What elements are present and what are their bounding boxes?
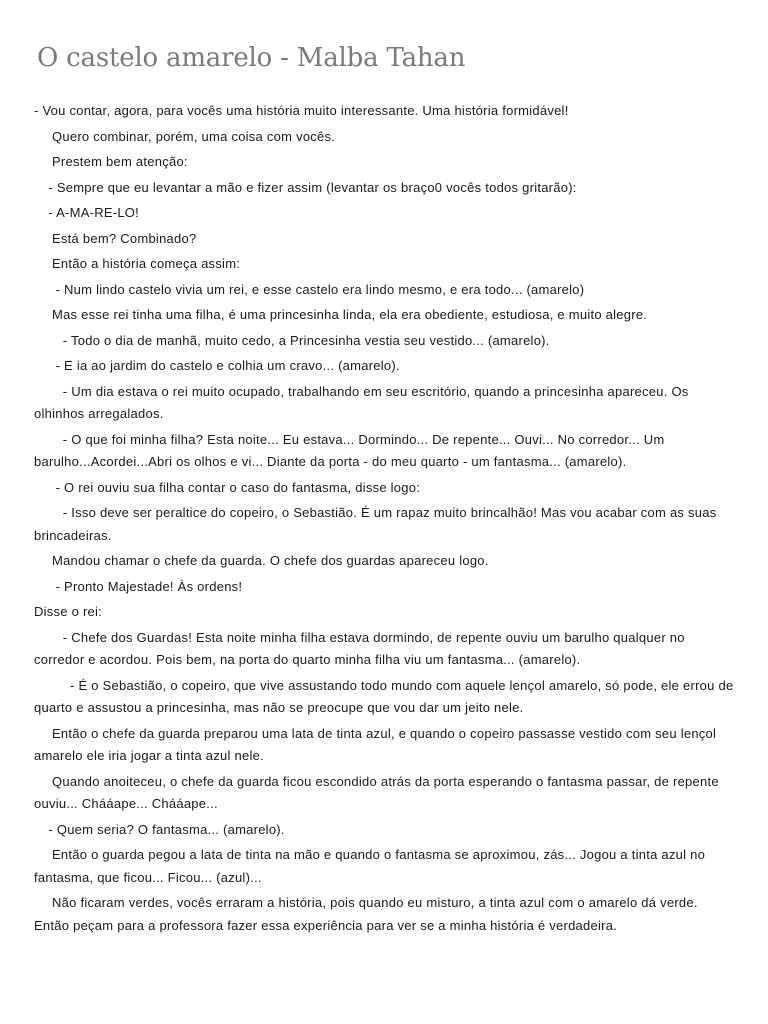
document-title: O castelo amarelo - Malba Tahan [37, 43, 466, 73]
story-paragraph: Não ficaram verdes, vocês erraram a história, pois quando eu misturo, a tinta azul com o amarelo dá verde. Então peçam para a professora fazer essa experiência para ver se a minha história é verdadeira. [34, 895, 698, 933]
story-body [34, 100, 734, 940]
story-paragraph: Disse o rei: [34, 604, 103, 619]
story-paragraph: - Um dia estava o rei muito ocupado, trabalhando em seu escritório, quando a princesinha apareceu. Os olhinhos arregalados. [34, 383, 689, 421]
story-paragraph: Está bem? Combinado? [52, 230, 197, 246]
story-paragraph: - É o Sebastião, o copeiro, que vive assustando todo mundo com aquele lençol amarelo, só pode, ele errou de quarto e assustou a princesinha, mas não se preocupe que vou dar um jeito nele. [34, 677, 734, 715]
story-paragraph: Então o chefe da guarda preparou uma lata de tinta azul, e quando o copeiro passasse vestido com seu lençol amarelo ele iria jogar a tinta azul nele. [34, 725, 717, 763]
story-paragraph: - Chefe dos Guardas! Esta noite minha filha estava dormindo, de repente ouviu um barulho qualquer no corredor e acordou. Pois bem, na porta do quarto minha filha viu um fantasma... (amarelo). [34, 629, 685, 667]
story-paragraph: Então a história começa assim: [52, 256, 241, 271]
story-paragraph: - A-MA-RE-LO! [48, 205, 140, 220]
story-paragraph: Então o guarda pegou a lata de tinta na mão e quando o fantasma se aproximou, zás... Jogou a tinta azul no fantasma, que ficou... Ficou... (azul)... [34, 847, 706, 885]
story-paragraph: Mandou chamar o chefe da guarda. O chefe dos guardas apareceu logo. [52, 553, 489, 568]
story-paragraph: - Pronto Majestade! Às ordens! [55, 578, 243, 594]
story-paragraph: Quando anoiteceu, o chefe da guarda ficou escondido atrás da porta esperando o fantasma passar, de repente ouviu... Chááape... Chááape... [34, 773, 719, 811]
story-paragraph: - Vou contar, agora, para vocês uma história muito interessante. Uma história formidável! [34, 103, 569, 118]
story-paragraph: - Quem seria? O fantasma... (amarelo). [48, 821, 285, 837]
story-paragraph: - O que foi minha filha? Esta noite... Eu estava... Dormindo... De repente... Ouvi... No corredor... Um barulho...Acordei...Abri os olhos e vi... Diante da porta - do meu quarto - um fantasma... (amarelo). [34, 431, 665, 469]
story-paragraph: - Sempre que eu levantar a mão e fizer assim (levantar os braço0 vocês todos gritarão): [48, 179, 577, 195]
story-paragraph: - O rei ouviu sua filha contar o caso do fantasma, disse logo: [55, 479, 421, 495]
story-paragraph: - Todo o dia de manhã, muito cedo, a Princesinha vestia seu vestido... (amarelo). [62, 332, 550, 348]
story-paragraph: Mas esse rei tinha uma filha, é uma princesinha linda, ela era obediente, estudiosa, e muito alegre. [52, 307, 648, 322]
story-paragraph: - Isso deve ser peraltice do copeiro, o Sebastião. É um rapaz muito brincalhão! Mas vou acabar com as suas brincadeiras. [34, 505, 717, 543]
story-paragraph: Quero combinar, porém, uma coisa com vocês. [52, 128, 336, 144]
story-paragraph: - E ia ao jardim do castelo e colhia um cravo... (amarelo). [55, 358, 400, 373]
story-paragraph: Prestem bem atenção: [52, 154, 188, 169]
story-paragraph: - Num lindo castelo vivia um rei, e esse castelo era lindo mesmo, e era todo... (amarelo) [55, 281, 585, 297]
